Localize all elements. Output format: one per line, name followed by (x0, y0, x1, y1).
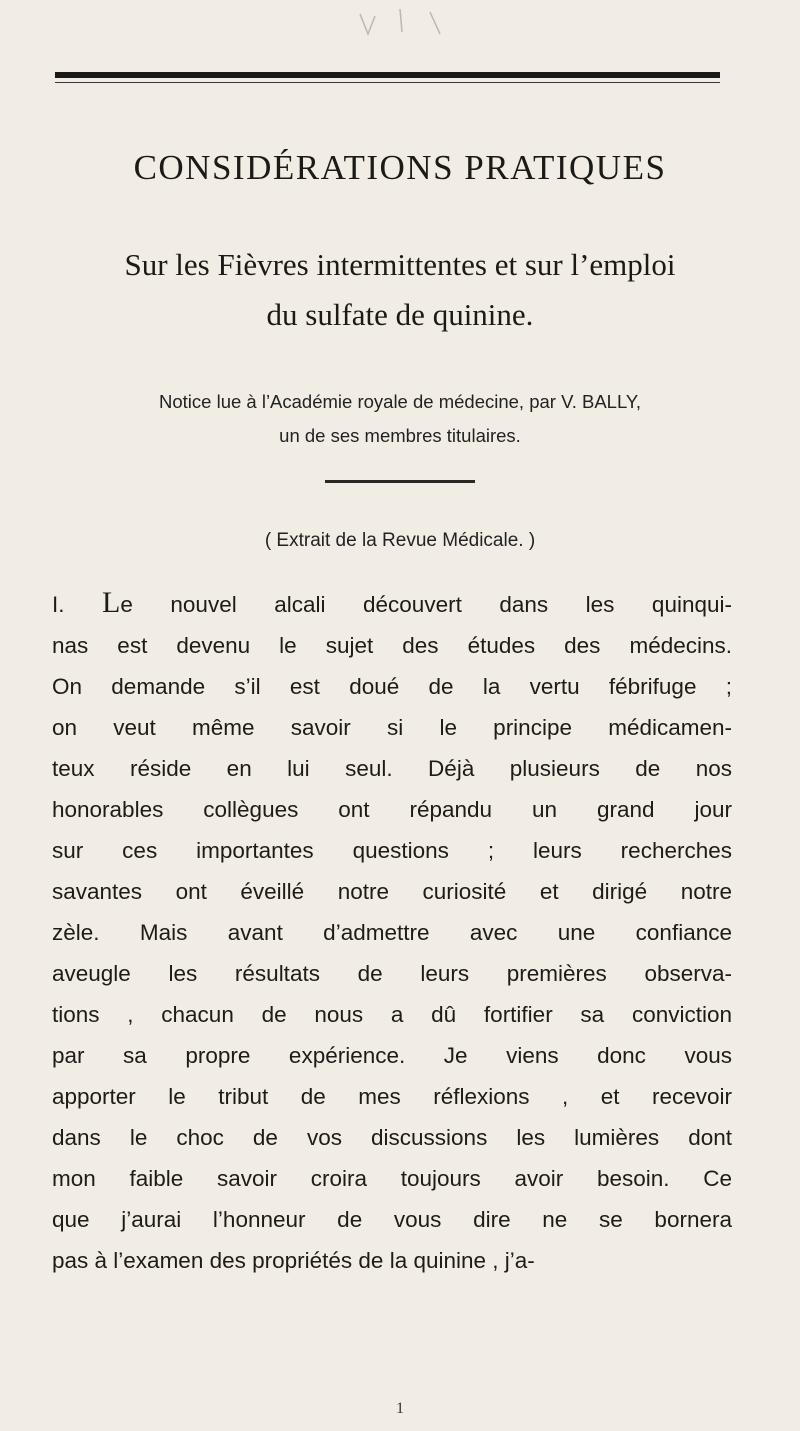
subtitle-line-2: du sulfate de quinine. (266, 297, 534, 332)
notice-line-1: Notice lue à l’Académie royale de médecine, par V. BALLY, (159, 391, 641, 412)
body-line: nas est devenu le sujet des études des médecins. (52, 633, 732, 658)
ink-marks-decoration (330, 4, 470, 44)
body-line: apporter le tribut de mes réflexions , et recevoir (52, 1084, 732, 1109)
body-line: on veut même savoir si le principe médicamen- (52, 715, 732, 740)
body-line: On demande s’il est doué de la vertu fébrifuge ; (52, 674, 732, 699)
body-line: mon faible savoir croira toujours avoir besoin. Ce (52, 1166, 732, 1191)
body-line: tions , chacun de nous a dû fortifier sa conviction (52, 1002, 732, 1027)
section-divider (325, 480, 475, 483)
article-body (52, 582, 732, 1281)
body-line: honorables collègues ont répandu un grand jour (52, 797, 732, 822)
page-number: 1 (396, 1400, 404, 1417)
subtitle-line-1: Sur les Fièvres intermittentes et sur l’emploi (124, 247, 676, 282)
notice-line-2: un de ses membres titulaires. (279, 425, 521, 446)
section-number: I. (52, 592, 65, 617)
body-line: teux réside en lui seul. Déjà plusieurs de nos (52, 756, 732, 781)
top-thick-rule (55, 72, 720, 78)
document-title: CONSIDÉRATIONS PRATIQUES (133, 148, 667, 187)
document-subtitle (80, 240, 720, 340)
extract-source: ( Extrait de la Revue Médicale. ) (264, 530, 536, 551)
dropcap-letter: L (102, 586, 121, 619)
body-line: pas à l’examen des propriétés de la quinine , j’a- (52, 1248, 535, 1273)
body-line: dans le choc de vos discussions les lumières dont (52, 1125, 732, 1150)
body-line: zèle. Mais avant d’admettre avec une confiance (52, 920, 732, 945)
notice-attribution (50, 385, 750, 453)
body-line: aveugle les résultats de leurs premières observa- (52, 961, 732, 986)
top-thin-rule (55, 82, 720, 83)
body-line: que j’aurai l’honneur de vous dire ne se bornera (52, 1207, 732, 1232)
body-line: par sa propre expérience. Je viens donc vous (52, 1043, 732, 1068)
first-line-text: e nouvel alcali découvert dans les quinqui- (120, 592, 732, 617)
body-line: savantes ont éveillé notre curiosité et dirigé notre (52, 879, 732, 904)
body-line: sur ces importantes questions ; leurs recherches (52, 838, 732, 863)
first-line (52, 582, 732, 625)
